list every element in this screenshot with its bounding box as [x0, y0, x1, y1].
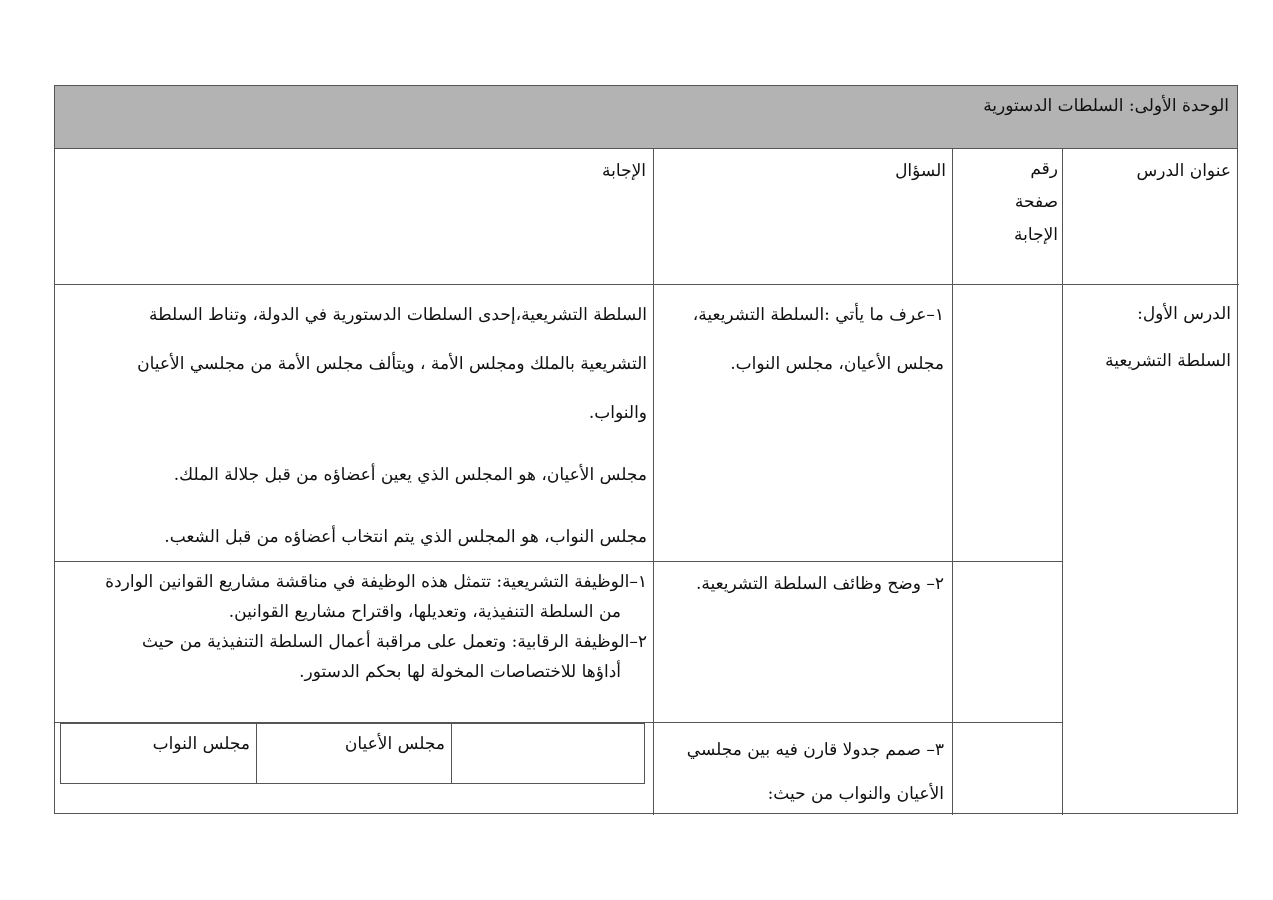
- header-answer-page-line3: الإجابة: [1014, 225, 1058, 245]
- answer-2: [62, 567, 647, 687]
- answer-1-line3: والنواب.: [588, 403, 647, 423]
- unit-header-band: [55, 86, 1237, 149]
- answer-1-line2: التشريعية بالملك ومجلس الأمة ، ويتألف مجلس الأمة من مجلسي الأعيان: [137, 354, 647, 374]
- header-answer-page: [958, 153, 1058, 252]
- question-2-line1: ٢– وضح وظائف السلطة التشريعية.: [695, 574, 944, 594]
- question-2: [659, 568, 944, 600]
- divider-question-page: [952, 149, 953, 815]
- answer-2-line3: ٢–الوظيفة الرقابية: وتعمل على مراقبة أعمال السلطة التنفيذية من حيث: [141, 632, 647, 652]
- lesson-line1: الدرس الأول:: [1137, 304, 1231, 324]
- question-1-line1: ١–عرف ما يأتي :السلطة التشريعية،: [692, 305, 944, 325]
- unit-title: الوحدة الأولى: السلطات الدستورية: [983, 96, 1229, 116]
- divider-page-lesson: [1062, 149, 1063, 815]
- comparison-table: [60, 723, 645, 784]
- comparison-header-senate: مجلس الأعيان: [256, 724, 451, 783]
- answer-2-line1: ١–الوظيفة التشريعية: تتمثل هذه الوظيفة في مناقشة مشاريع القوانين الواردة: [105, 572, 647, 592]
- comparison-header-deputies: مجلس النواب: [152, 734, 250, 754]
- answer-1-paragraph3: مجلس النواب، هو المجلس الذي يتم انتخاب أعضاؤه من قبل الشعب.: [164, 527, 647, 547]
- lesson-line2: السلطة التشريعية: [1105, 351, 1231, 371]
- comparison-header-empty: [451, 724, 646, 783]
- lesson-name: [1061, 291, 1231, 385]
- question-1: [659, 291, 944, 389]
- question-1-line2: مجلس الأعيان، مجلس النواب.: [730, 354, 944, 374]
- answer-2-line2: من السلطة التنفيذية، وتعديلها، واقتراح مشاريع القوانين.: [228, 602, 621, 622]
- question-3-line1: ٣– صمم جدولا قارن فيه بين مجلسي: [686, 740, 944, 760]
- question-3-line2: الأعيان والنواب من حيث:: [767, 784, 944, 804]
- header-answer-page-line1: رقم: [1030, 159, 1058, 179]
- question-3: [659, 728, 944, 816]
- header-lesson-title: عنوان الدرس: [1136, 161, 1231, 181]
- answer-2-line4: أداؤها للاختصاصات المخولة لها بحكم الدستور.: [299, 662, 621, 682]
- answer-1-paragraph2: مجلس الأعيان، هو المجلس الذي يعين أعضاؤه من قبل جلالة الملك.: [173, 465, 647, 485]
- header-row-divider: [55, 284, 1239, 285]
- header-answer-page-line2: صفحة: [1014, 192, 1058, 212]
- header-question: السؤال: [895, 161, 946, 181]
- answer-1: [62, 291, 647, 562]
- divider-answer-question: [653, 149, 654, 815]
- lesson-table: [54, 85, 1238, 814]
- header-answer: الإجابة: [602, 161, 646, 181]
- answer-1-line1: السلطة التشريعية،إحدى السلطات الدستورية في الدولة، وتناط السلطة: [149, 305, 647, 325]
